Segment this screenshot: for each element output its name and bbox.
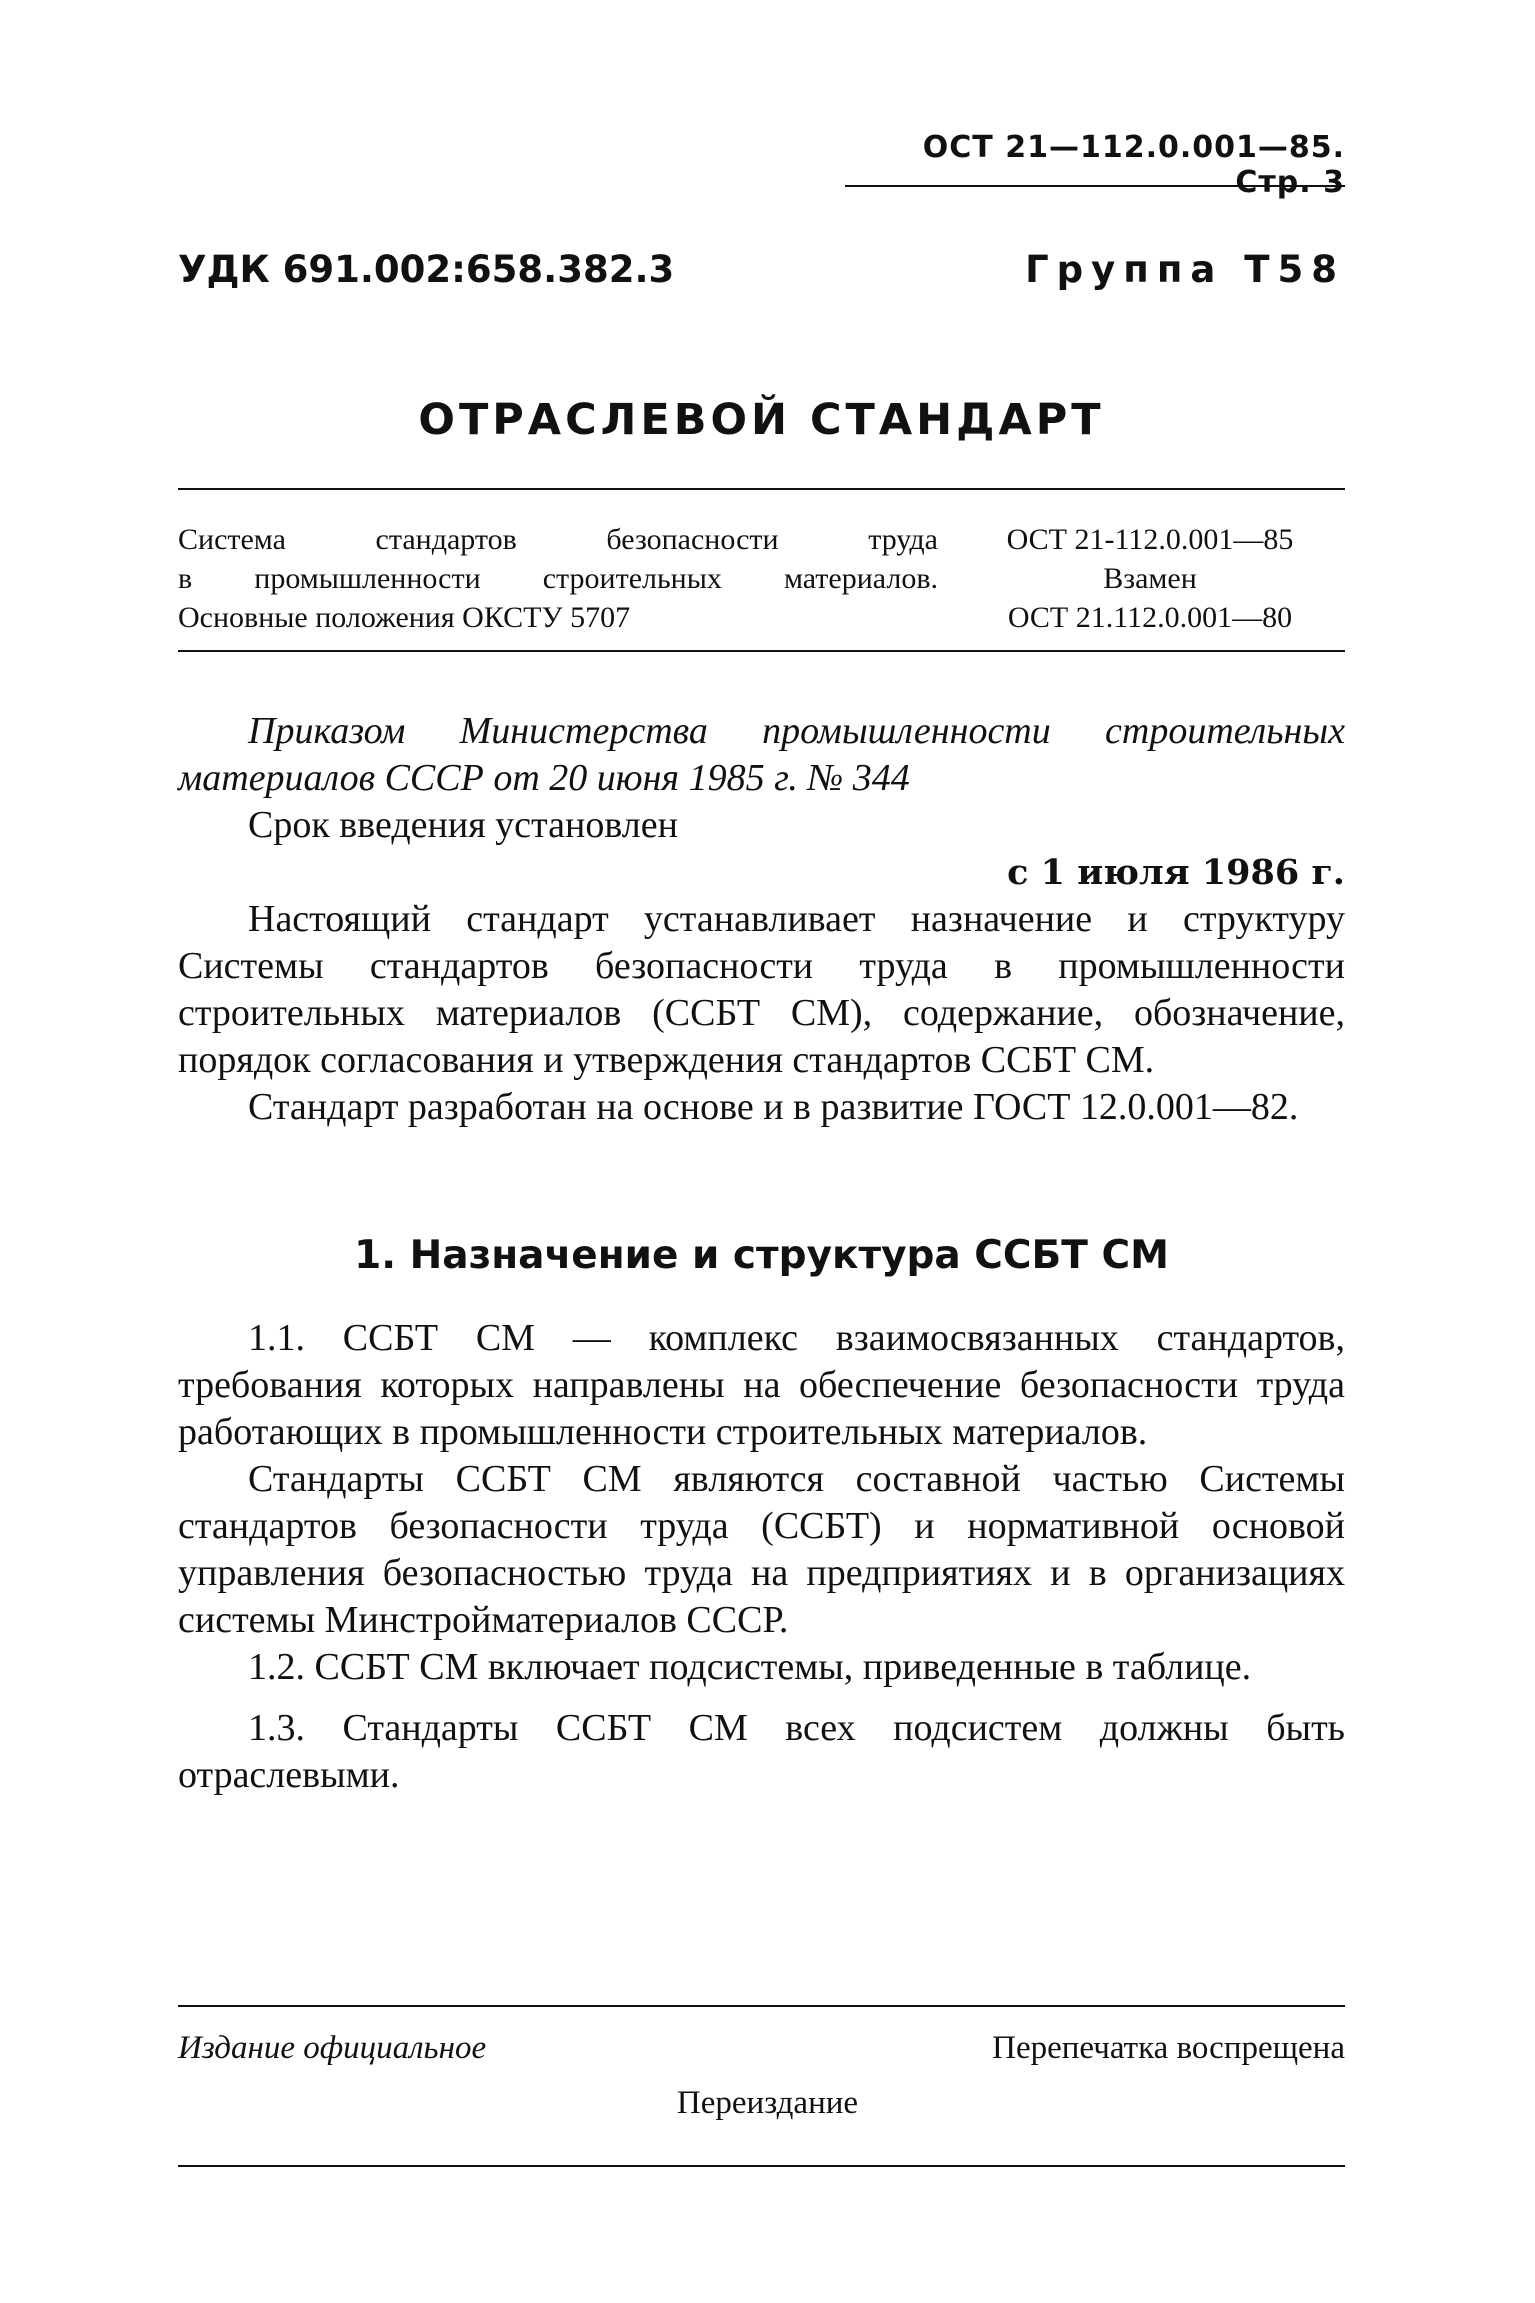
section-1-title: 1. Назначение и структура ССБТ СМ [354,1233,1169,1278]
group-code: Группа Т58 [1025,248,1345,291]
udk-code: УДК 691.002:658.382.3 [178,248,675,291]
term-date: с 1 июля 1986 г. [1007,852,1345,893]
replaces-label: Взамен [1103,562,1197,595]
paragraph-1-1: 1.1. ССБТ СМ — комплекс взаимосвязанных стандартов, требования которых направлены на обеспечение безопасности труда работающих в промышленности строительных материалов. [178,1317,1345,1453]
approval-order: Приказом Министерства промышленности строительных материалов СССР от 20 июня 1985 г. № 344 [178,710,1345,799]
approval-block [178,708,1345,1131]
intro-paragraph-2: Стандарт разработан на основе и в развитие ГОСТ 12.0.001—82. [248,1086,1299,1128]
paragraph-1-2: 1.2. ССБТ СМ включает подсистемы, приведенные в таблице. [248,1646,1252,1688]
edition-label: Издание официальное [178,2030,487,2066]
section-1-body [178,1315,1345,1799]
designation-right [960,520,1340,637]
designation-line-2: в промышленности строительных материалов. [178,562,938,595]
reprint-notice: Перепечатка воспрещена [992,2030,1345,2066]
designation-left [178,520,938,637]
header-underline [845,185,1345,187]
designation-line-1: Система стандартов безопасности труда [178,523,938,556]
designation-line-3: Основные положения ОКСТУ 5707 [178,601,631,634]
term-label: Срок введения установлен [248,804,678,846]
footer-divider-bottom [178,2165,1345,2167]
reissue-label: Переиздание [676,2085,859,2121]
standard-number: ОСТ 21-112.0.001—85 [1006,523,1294,556]
footer-divider-top [178,2005,1345,2007]
paragraph-1-1-cont: Стандарты ССБТ СМ являются составной частью Системы стандартов безопасности труда (ССБТ) и нормативной основой управления безопасностью труда на предприятиях и в организациях системы Минстройматериалов СССР. [178,1458,1345,1641]
document-title: ОТРАСЛЕВОЙ СТАНДАРТ [418,395,1105,445]
replaced-standard: ОСТ 21.112.0.001—80 [1007,601,1293,634]
divider-bottom [178,650,1345,652]
page-header-code: ОСТ 21—112.0.001—85. Стр. 3 [922,130,1345,200]
divider-top [178,488,1345,490]
paragraph-1-3: 1.3. Стандарты ССБТ СМ всех подсистем должны быть отраслевыми. [178,1707,1345,1796]
intro-paragraph-1: Настоящий стандарт устанавливает назначение и структуру Системы стандартов безопасности труда в промышленности строительных материалов (ССБТ СМ), содержание, обозначение, порядок согласования и утверждения стандартов ССБТ СМ. [178,898,1345,1081]
